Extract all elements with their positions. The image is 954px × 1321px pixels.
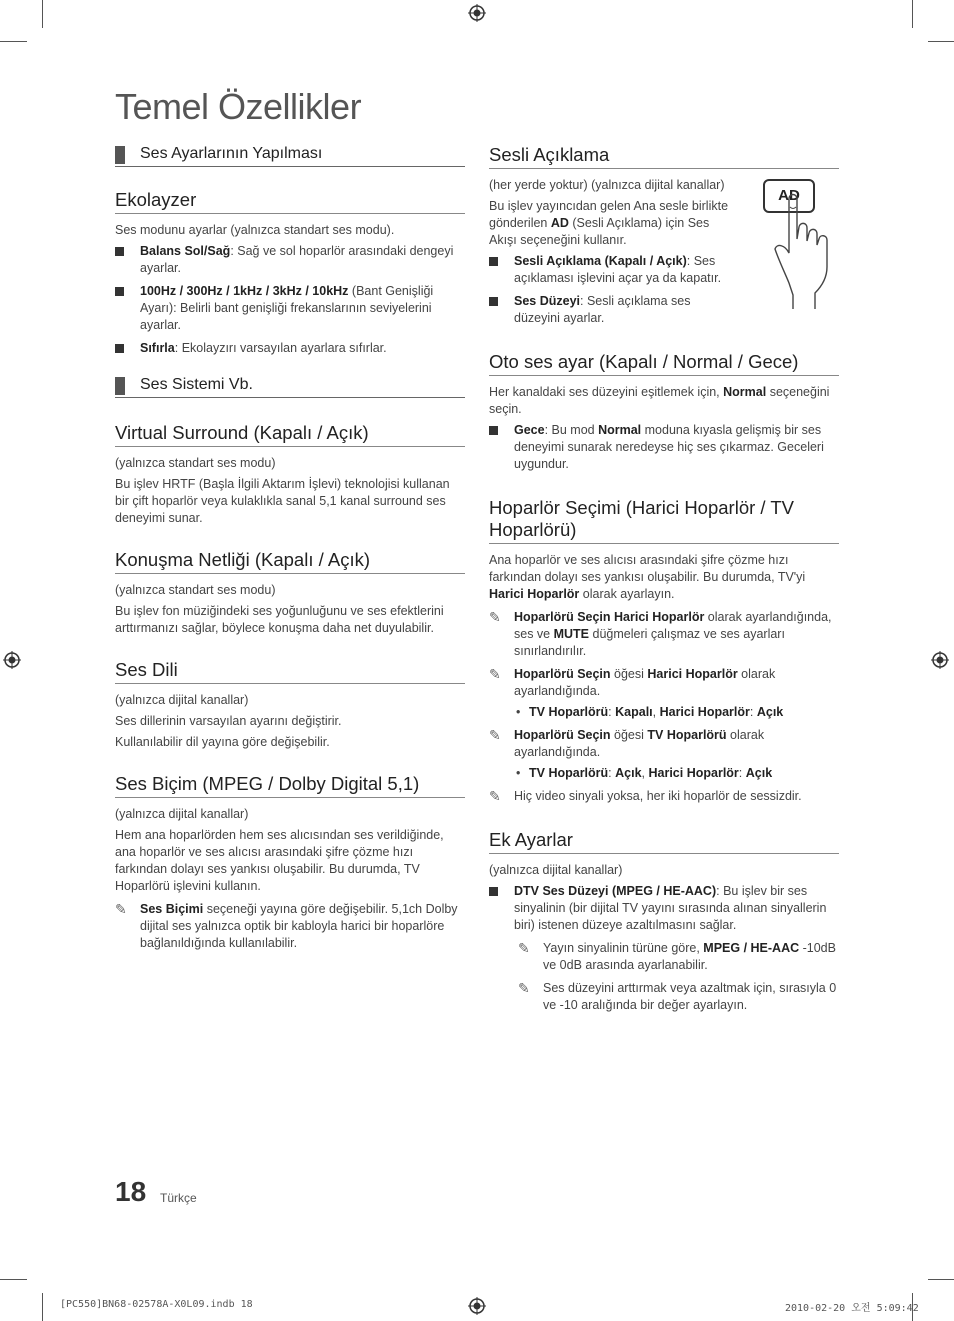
memo-note: ✎ Yayın sinyalinin türüne göre, MPEG / HE-AAC -10dB ve 0dB arasında ayarlanabilir. <box>518 940 836 972</box>
list-item: DTV Ses Düzeyi (MPEG / HE-AAC): Bu işlev bir ses sinyalinin (bir dijital TV yayını sırasında alınan sinyallerin biri) istenen düzeye azaltılmasını sağlar. <box>489 883 839 934</box>
left-column <box>115 144 465 952</box>
bullet-square <box>489 297 498 306</box>
memo-note: ✎ Hoparlörü Seçin öğesi Harici Hoparlör olarak ayarlandığında. <box>489 666 776 698</box>
bullet-dot: • <box>516 705 521 719</box>
pencil-note-icon: ✎ <box>518 980 530 996</box>
crop-mark <box>0 1279 27 1280</box>
registration-mark-icon <box>468 1297 486 1315</box>
list-item: Sıfırla: Ekolayzırı varsayılan ayarlara sıfırlar. <box>115 340 465 357</box>
memo-note: ✎ Hiç video sinyali yoksa, her iki hoparlör de sessizdir. <box>489 788 802 804</box>
pencil-note-icon: ✎ <box>518 940 530 956</box>
print-file-info: [PC550]BN68-02578A-X0L09.indb 18 <box>60 1299 253 1310</box>
paragraph: Ses modunu ayarlar (yalnızca standart ses modu). <box>115 223 395 237</box>
sub-list-item: • TV Hoparlörü: Kapalı, Harici Hoparlör: Açık <box>516 705 784 719</box>
pencil-note-icon: ✎ <box>489 609 501 625</box>
crop-mark <box>912 0 913 28</box>
note: (yalnızca dijital kanallar) <box>115 693 249 707</box>
page-number: 18 <box>115 1176 147 1207</box>
memo-note: ✎ Ses Biçimi seçeneği yayına göre değişebilir. 5,1ch Dolby dijital ses yalnızca optik bir kabloyla harici bir hoparlöre bağlanıldığında kullanılabilir. <box>115 901 458 950</box>
paragraph: Bu işlev fon müziğindeki ses yoğunluğunu ve ses efektlerini arttırmanızı sağlar, böylece konuşma daha net duyulabilir. <box>115 604 444 635</box>
paragraph: Ana hoparlör ve ses alıcısı arasındaki şifre çözme hızı farkından dolayı ses yankısı oluşabilir. Bu durumda, TV'yi Harici Hoparlör olarak ayarlayın. <box>489 553 806 601</box>
note: (her yerde yoktur) (yalnızca dijital kanallar) <box>489 178 725 192</box>
list-item: Balans Sol/Sağ: Sağ ve sol hoparlör arasındaki dengeyi ayarlar. <box>115 243 465 277</box>
note: (yalnızca dijital kanallar) <box>489 863 623 877</box>
bullet-square <box>115 247 124 256</box>
section-title: Ses Ayarlarının Yapılması <box>140 145 323 162</box>
heading-ses-bicim: Ses Biçim (MPEG / Dolby Digital 5,1) <box>115 773 465 798</box>
list-item: Gece: Bu mod Normal moduna kıyasla gelişmiş bir ses deneyimi sunarak neredeyse hiç ses çıkarmaz. Geceleri uygundur. <box>489 422 839 473</box>
heading-konusma-netligi: Konuşma Netliği (Kapalı / Açık) <box>115 549 465 574</box>
crop-mark <box>42 1293 43 1321</box>
paragraph: Ses dillerinin varsayılan ayarını değiştirir. <box>115 714 342 728</box>
section-marker <box>115 146 125 164</box>
bullet-dot: • <box>516 766 521 780</box>
bullet-square <box>489 887 498 896</box>
paragraph: Bu işlev HRTF (Başla İlgili Aktarım İşlevi) teknolojisi kullanan bir çift hoparlör veya kulaklıkla sanal 5,1 kanal surround ses deneyimi sunar. <box>115 477 450 525</box>
list-item: Ses Düzeyi: Sesli açıklama ses düzeyini ayarlar. <box>489 293 734 327</box>
hand-pointer-icon <box>771 187 841 309</box>
bullet-square <box>115 344 124 353</box>
pencil-note-icon: ✎ <box>489 788 501 804</box>
section-header <box>115 375 465 398</box>
registration-mark-icon <box>468 4 486 22</box>
heading-ek-ayarlar: Ek Ayarlar <box>489 829 839 854</box>
language-label: Türkçe <box>160 1191 197 1205</box>
memo-note: ✎ Ses düzeyini arttırmak veya azaltmak için, sırasıyla 0 ve -10 aralığında bir değer ayarlayın. <box>518 980 837 1012</box>
section-title: Ses Sistemi Vb. <box>140 376 253 393</box>
bullet-square <box>115 287 124 296</box>
heading-sesli-aciklama: Sesli Açıklama <box>489 144 839 169</box>
right-column <box>489 144 839 1014</box>
note: (yalnızca standart ses modu) <box>115 456 276 470</box>
pencil-note-icon: ✎ <box>489 666 501 682</box>
paragraph: Bu işlev yayıncıdan gelen Ana sesle birlikte gönderilen AD (Sesli Açıklama) için Ses Akışı seçeneğini kullanır. <box>489 199 729 247</box>
list-item: Sesli Açıklama (Kapalı / Açık): Ses açıklaması işlevini açar ya da kapatır. <box>489 253 734 287</box>
pencil-note-icon: ✎ <box>489 727 501 743</box>
heading-ekolayzer: Ekolayzer <box>115 189 465 214</box>
note: (yalnızca dijital kanallar) <box>115 807 249 821</box>
bullet-square <box>489 426 498 435</box>
print-date-info: 2010-02-20 오전 5:09:42 <box>785 1303 919 1314</box>
crop-mark <box>42 0 43 28</box>
note: (yalnızca standart ses modu) <box>115 583 276 597</box>
registration-mark-icon <box>3 651 21 669</box>
list-item: 100Hz / 300Hz / 1kHz / 3kHz / 10kHz (Bant Genişliği Ayarı): Belirli bant genişliği frekanslarının seviyelerini ayarlar. <box>115 283 465 334</box>
crop-mark <box>928 41 954 42</box>
pencil-note-icon: ✎ <box>115 901 127 917</box>
heading-ses-dili: Ses Dili <box>115 659 465 684</box>
remote-hand-illustration <box>761 179 841 309</box>
section-header <box>115 144 465 167</box>
heading-hoparlor-secimi: Hoparlör Seçimi (Harici Hoparlör / TV Hoparlörü) <box>489 497 839 544</box>
memo-note: ✎ Hoparlörü Seçin Harici Hoparlör olarak ayarlandığında, ses ve MUTE düğmeleri çalışmaz ve ses ayarları sınırlandırılır. <box>489 609 832 658</box>
paragraph: Hem ana hoparlörden hem ses alıcısından ses verildiğinde, ana hoparlör ve ses alıcısı arasındaki şifre çözme hızı farkından dolayı ses yankısı oluşabilir. Bu durumda, TV Hoparlörü işlevini kullanın. <box>115 828 444 893</box>
ad-button: AD <box>763 179 815 213</box>
page-title: Temel Özellikler <box>115 86 362 127</box>
sub-list-item: • TV Hoparlörü: Açık, Harici Hoparlör: Açık <box>516 766 773 780</box>
paragraph: Kullanılabilir dil yayına göre değişebilir. <box>115 735 330 749</box>
registration-mark-icon <box>931 651 949 669</box>
memo-note: ✎ Hoparlörü Seçin öğesi TV Hoparlörü olarak ayarlandığında. <box>489 727 765 759</box>
section-marker <box>115 377 125 395</box>
crop-mark <box>928 1279 954 1280</box>
crop-mark <box>0 41 27 42</box>
heading-oto-ses-ayar: Oto ses ayar (Kapalı / Normal / Gece) <box>489 351 839 376</box>
paragraph: Her kanaldaki ses düzeyini eşitlemek için, Normal seçeneğini seçin. <box>489 385 830 416</box>
bullet-square <box>489 257 498 266</box>
heading-virtual-surround: Virtual Surround (Kapalı / Açık) <box>115 422 465 447</box>
